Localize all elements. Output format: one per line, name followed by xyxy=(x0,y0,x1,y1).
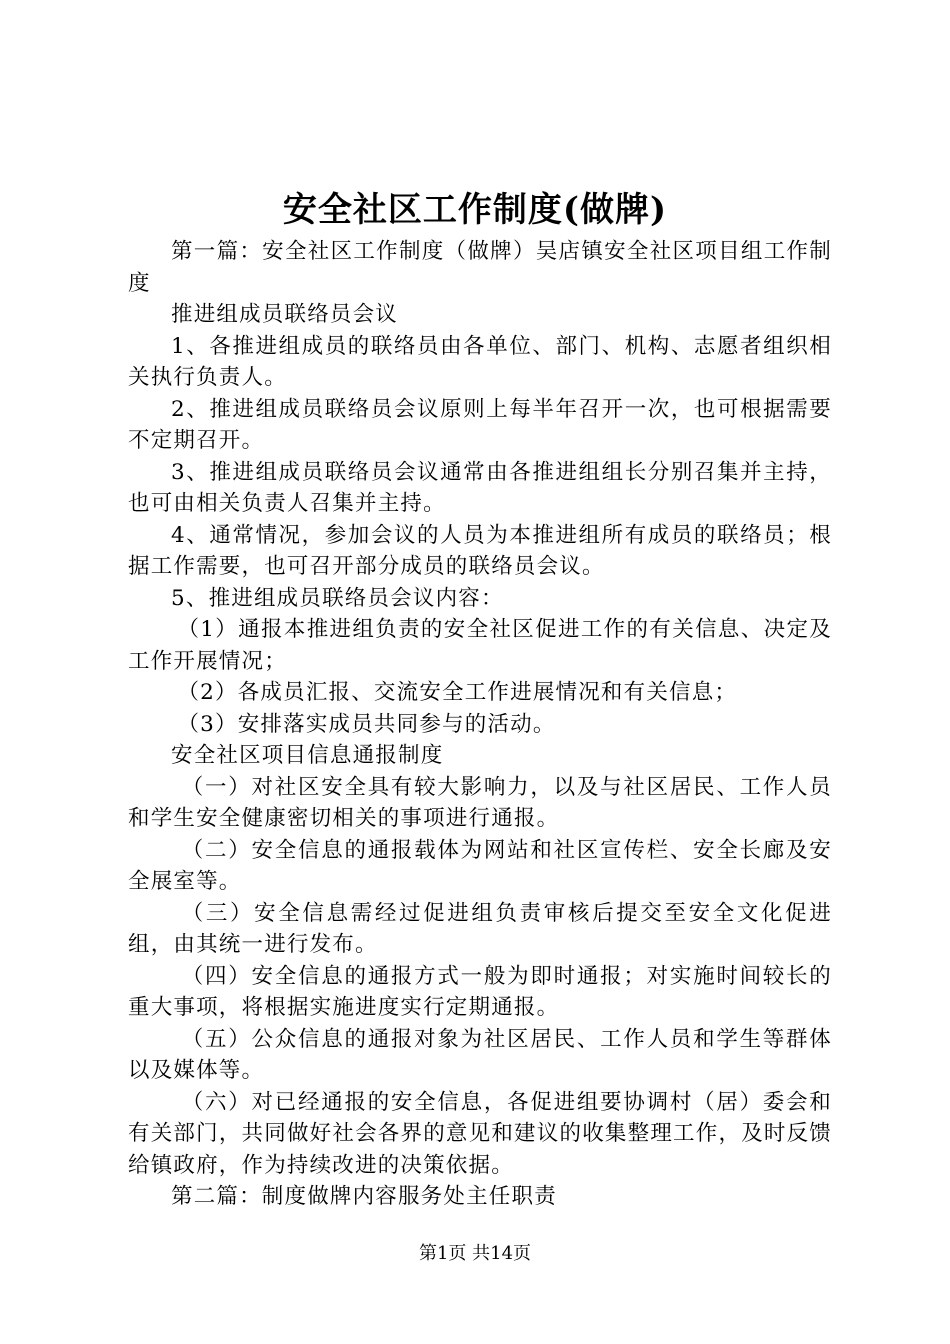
paragraph-clause: （四）安全信息的通报方式一般为即时通报；对实施时间较长的重大事项，将根据实施进度实行定期通报。 xyxy=(128,963,832,1020)
paragraph-clause: （一）对社区安全具有较大影响力，以及与社区居民、工作人员和学生安全健康密切相关的事项进行通报。 xyxy=(128,774,832,831)
paragraph-subitem: （3）安排落实成员共同参与的活动。 xyxy=(177,711,556,737)
paragraph-item: 3、推进组成员联络员会议通常由各推进组组长分别召集并主持，也可由相关负责人召集并主持。 xyxy=(128,459,832,516)
document-body xyxy=(128,236,832,1213)
paragraph-item: 4、通常情况，参加会议的人员为本推进组所有成员的联络员；根据工作需要，也可召开部分成员的联络员会议。 xyxy=(128,522,832,579)
paragraph-clause: （三）安全信息需经过促进组负责审核后提交至安全文化促进组，由其统一进行发布。 xyxy=(128,900,832,957)
paragraph-item: 1、各推进组成员的联络员由各单位、部门、机构、志愿者组织相关执行负责人。 xyxy=(128,333,832,390)
paragraph-item: 5、推进组成员联络员会议内容： xyxy=(171,585,504,611)
paragraph-subheading: 安全社区项目信息通报制度 xyxy=(171,743,444,768)
paragraph-clause: （二）安全信息的通报载体为网站和社区宣传栏、安全长廊及安全展室等。 xyxy=(128,837,832,894)
paragraph-clause: （五）公众信息的通报对象为社区居民、工作人员和学生等群体以及媒体等。 xyxy=(128,1026,832,1083)
paragraph-subitem: （1）通报本推进组负责的安全社区促进工作的有关信息、决定及工作开展情况； xyxy=(128,617,832,674)
paragraph-subheading: 推进组成员联络员会议 xyxy=(171,302,399,327)
paragraph-clause: （六）对已经通报的安全信息，各促进组要协调村（居）委会和有关部门，共同做好社会各界的意见和建议的收集整理工作，及时反馈给镇政府，作为持续改进的决策依据。 xyxy=(128,1089,832,1178)
page-title: 安全社区工作制度(做牌) xyxy=(282,190,668,230)
paragraph-item: 2、推进组成员联络员会议原则上每半年召开一次，也可根据需要不定期召开。 xyxy=(128,396,832,453)
paragraph-subitem: （2）各成员汇报、交流安全工作进展情况和有关信息； xyxy=(177,680,738,705)
paragraph-section-heading: 第二篇：制度做牌内容服务处主任职责 xyxy=(171,1184,557,1209)
paragraph-section-heading: 第一篇：安全社区工作制度（做牌）吴店镇安全社区项目组工作制度 xyxy=(128,239,832,296)
page-footer: 第1页 共14页 xyxy=(418,1243,532,1264)
